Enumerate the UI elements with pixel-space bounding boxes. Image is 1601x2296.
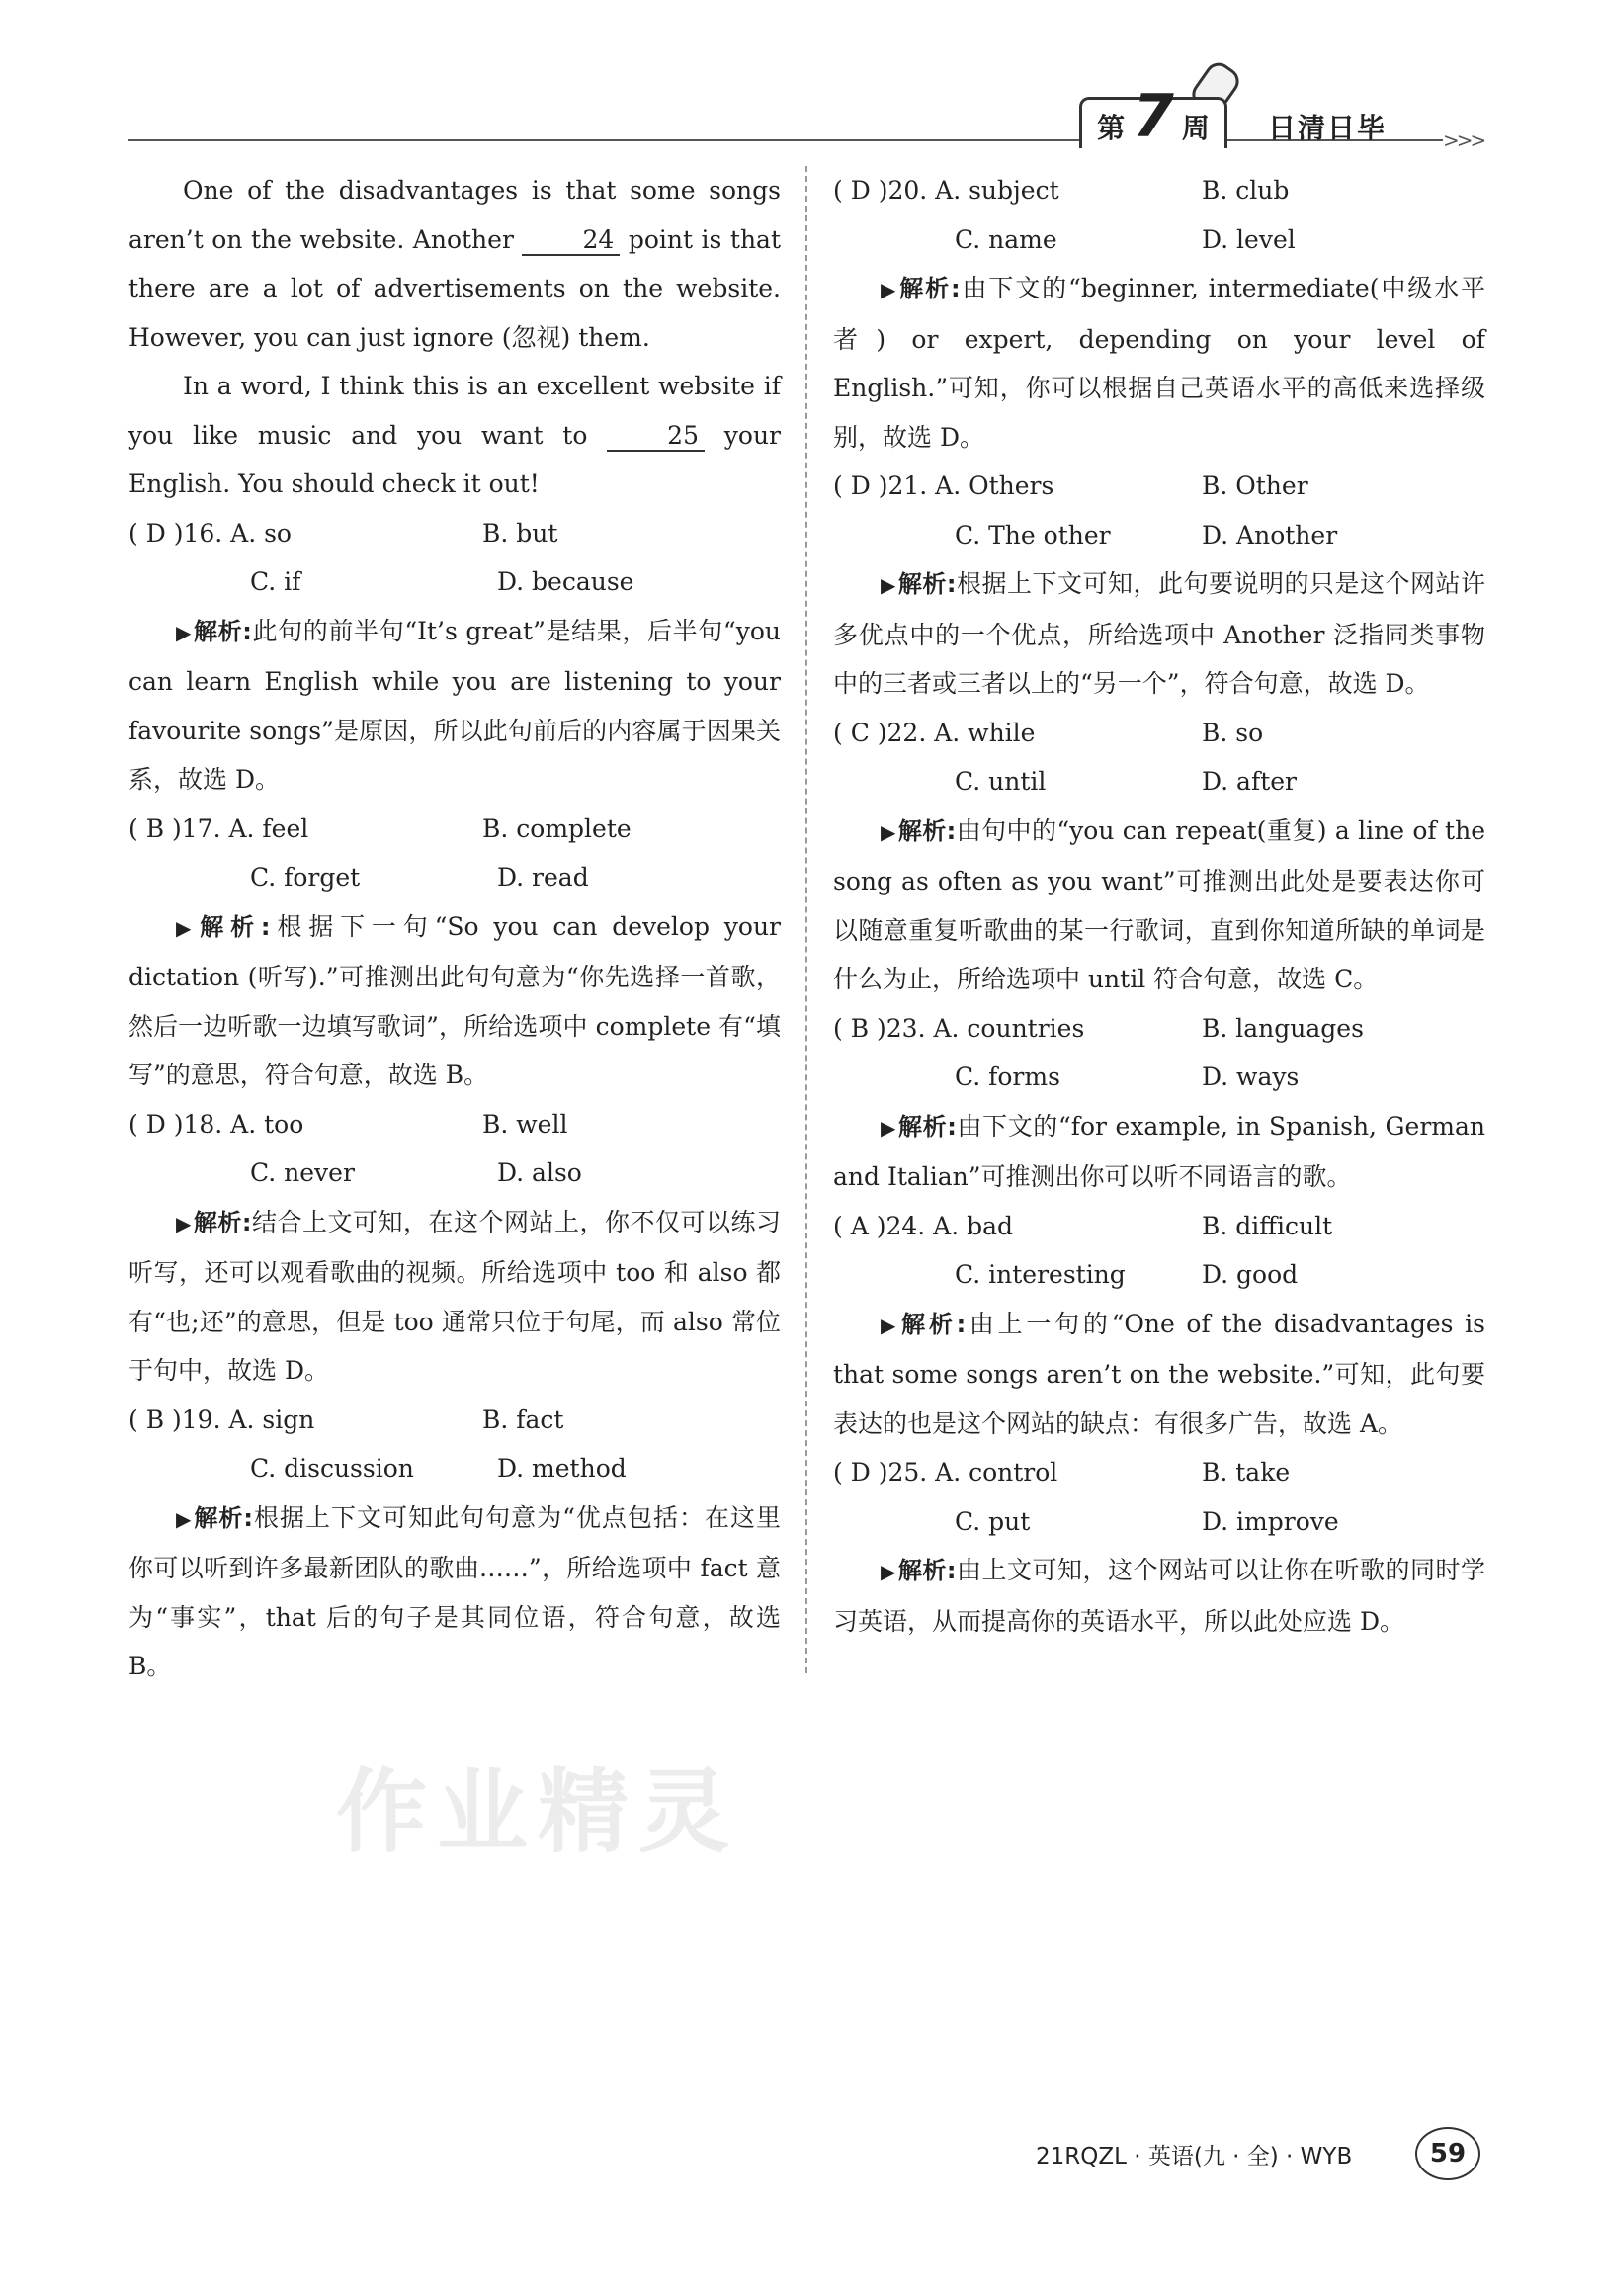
explanation-21 [833, 559, 1485, 709]
footer-code: 21RQZL · 英语(九 · 全) · WYB [1036, 2144, 1353, 2169]
option-d: D. also [497, 1158, 582, 1187]
blank-24: 24 [522, 226, 620, 256]
option-b: B. difficult [1202, 1211, 1333, 1240]
option-b: B. so [1202, 718, 1264, 747]
option-b: B. languages [1202, 1013, 1364, 1043]
arrow-icon: ▶ [881, 1115, 896, 1140]
option-b: B. take [1202, 1458, 1291, 1487]
column-divider [805, 166, 807, 1673]
options-cd [128, 1148, 781, 1198]
slogan: 日清日毕 [1268, 112, 1388, 144]
question-17 [128, 805, 781, 854]
explanation-16 [128, 607, 781, 805]
explanation-label: 解析: [897, 1557, 957, 1584]
option-c: C. never [250, 1158, 355, 1187]
arrow-icon: ▶ [176, 1211, 192, 1235]
explanation-24 [833, 1300, 1485, 1449]
page-number: 59 [1415, 2127, 1480, 2180]
option-d: D. Another [1202, 520, 1338, 550]
explanation-label: 解析: [193, 617, 252, 645]
options-cd [833, 1497, 1485, 1547]
arrow-icon: ▶ [176, 620, 192, 644]
explanation-22 [833, 807, 1485, 1004]
arrow-icon: ▶ [881, 1560, 896, 1583]
option-c: C. The other [955, 520, 1111, 550]
arrow-icon: ▶ [176, 1506, 192, 1531]
watermark: 作业精灵 [336, 1759, 740, 1865]
question-answer: ( B )17. A. feel [128, 813, 309, 843]
explanation-23 [833, 1102, 1485, 1202]
right-column [833, 166, 1485, 1646]
question-answer: ( B )19. A. sign [128, 1404, 315, 1434]
options-cd [128, 557, 781, 607]
explanation-text: 由句中的“you can repeat(重复) a line of the song as often as you want”可推测出此处是要表达你可以随意重复听歌曲的某一行歌词，直到你知道所缺的单词是什么为止，所给选项中 until 符合句意，故选 C。 [833, 815, 1485, 993]
option-c: C. interesting [955, 1260, 1126, 1289]
week-prefix: 第 [1097, 112, 1126, 144]
explanation-label: 解析: [193, 1208, 252, 1236]
explanation-text: 根据上下文可知此句句意为“优点包括：在这里你可以听到许多最新团队的歌曲……”，所给选项中 fact 意为“事实”，that 后的句子是其同位语，符合句意，故选 B。 [128, 1502, 781, 1680]
option-d: D. read [497, 863, 589, 892]
explanation-text: 由上一句的“One of the disadvantages is that some songs aren’t on the website.”可知，此句要表达的也是这个网站的缺点：有很多广告，故选 A。 [833, 1309, 1485, 1438]
explanation-label: 解析: [897, 816, 957, 845]
arrow-icon: ▶ [881, 278, 896, 301]
option-c: C. discussion [250, 1454, 414, 1483]
option-d: D. after [1202, 767, 1297, 796]
options-cd [833, 511, 1485, 560]
explanation-text: 结合上文可知，在这个网站上，你不仅可以练习听写，还可以观看歌曲的视频。所给选项中 too 和 also 都有“也;还”的意思，但是 too 通常只位于句尾，而 also 常位于句中，故选 D。 [128, 1207, 781, 1385]
option-b: B. fact [482, 1404, 564, 1434]
question-answer: ( D )21. A. Others [833, 471, 1054, 500]
option-d: D. because [497, 567, 634, 596]
option-d: D. ways [1202, 1063, 1300, 1091]
option-b: B. Other [1202, 471, 1308, 500]
explanation-text: 由上文可知，这个网站可以让你在听歌的同时学习英语，从而提高你的英语水平，所以此处应选 D。 [833, 1556, 1485, 1636]
explanation-text: 此句的前半句“It’s great”是结果，后半句“you can learn English while you are listening to your favourite songs”是原因，所以此句前后的内容属于因果关系，故选 D。 [128, 616, 781, 794]
option-d: D. good [1202, 1260, 1299, 1289]
explanation-label: 解析: [897, 570, 957, 598]
passage-paragraph-2 [128, 362, 781, 509]
question-18 [128, 1100, 781, 1149]
option-b: B. club [1202, 176, 1290, 205]
options-cd [128, 1444, 781, 1493]
paragraph-text: point is that there are a lot of advertisements on the website. However, you can just ignore (忽视) them. [128, 224, 782, 352]
explanation-text: 由下文的“beginner, intermediate(中级水平者) or expert, depending on your level of English.”可知，你可以根据自己英语水平的高低来选择级别，故选 D。 [833, 274, 1486, 452]
paragraph-text: your English. You should check it out! [128, 420, 782, 498]
option-c: C. forms [955, 1063, 1060, 1091]
week-number: 7 [1133, 82, 1174, 151]
question-23 [833, 1004, 1485, 1054]
option-c: C. forget [250, 863, 361, 892]
question-22 [833, 709, 1485, 758]
header-rule [128, 139, 1443, 141]
options-cd [833, 1053, 1485, 1102]
paragraph-text: One of the disadvantages is that some songs aren’t on the website. Another [128, 176, 781, 254]
explanation-label: 解析: [897, 1310, 967, 1338]
option-c: C. name [955, 224, 1057, 254]
question-25 [833, 1448, 1485, 1497]
explanation-25 [833, 1546, 1485, 1646]
question-24 [833, 1202, 1485, 1251]
arrow-icon: ▶ [881, 573, 896, 597]
explanation-text: 根据上下文可知，此句要说明的只是这个网站许多优点中的一个优点，所给选项中 Another 泛指同类事物中的三者或三者以上的“另一个”，符合句意，故选 D。 [833, 569, 1485, 698]
option-b: B. well [482, 1109, 568, 1139]
question-answer: ( D )20. A. subject [833, 176, 1059, 205]
question-answer: ( D )18. A. too [128, 1109, 304, 1139]
explanation-label: 解析: [897, 275, 961, 302]
options-cd [128, 853, 781, 902]
explanation-text: 由下文的“for example, in Spanish, German and Italian”可推测出你可以听不同语言的歌。 [833, 1111, 1485, 1191]
option-d: D. method [497, 1454, 627, 1483]
arrow-icon: ▶ [881, 819, 896, 844]
paragraph-text: In a word, I think this is an excellent website if you like music and you want to [128, 372, 781, 450]
option-b: B. but [482, 518, 558, 548]
week-tab [1079, 82, 1227, 151]
explanation-18 [128, 1198, 781, 1396]
left-column [128, 166, 781, 1691]
question-21 [833, 462, 1485, 511]
explanation-20 [833, 264, 1485, 462]
question-19 [128, 1396, 781, 1445]
arrow-icon: ▶ [881, 1313, 896, 1337]
question-answer: ( A )24. A. bad [833, 1211, 1014, 1240]
question-20 [833, 166, 1485, 215]
explanation-17 [128, 902, 781, 1100]
arrows-icon: >>> [1443, 128, 1484, 152]
options-cd [833, 215, 1485, 265]
option-c: C. if [250, 567, 301, 596]
explanation-label: 解析: [193, 912, 271, 941]
explanation-19 [128, 1493, 781, 1691]
question-answer: ( C )22. A. while [833, 718, 1036, 747]
blank-25: 25 [607, 422, 705, 452]
option-b: B. complete [482, 813, 632, 843]
option-c: C. until [955, 767, 1047, 796]
question-answer: ( B )23. A. countries [833, 1013, 1085, 1043]
options-cd [833, 1250, 1485, 1300]
option-d: D. level [1202, 224, 1296, 254]
explanation-label: 解析: [897, 1112, 957, 1141]
question-answer: ( D )25. A. control [833, 1458, 1058, 1487]
week-suffix: 周 [1181, 112, 1210, 144]
question-16 [128, 509, 781, 558]
explanation-label: 解析: [193, 1503, 254, 1532]
arrow-icon: ▶ [176, 915, 192, 940]
options-cd [833, 757, 1485, 807]
option-d: D. improve [1202, 1506, 1339, 1536]
question-answer: ( D )16. A. so [128, 518, 292, 548]
option-c: C. put [955, 1506, 1031, 1536]
passage-paragraph-1 [128, 166, 781, 362]
explanation-text: 根据下一句“So you can develop your dictation (听写).”可推测出此句句意为“你先选择一首歌，然后一边听歌一边填写歌词”，所给选项中 complete 有“填写”的意思，符合句意，故选 B。 [128, 911, 781, 1089]
